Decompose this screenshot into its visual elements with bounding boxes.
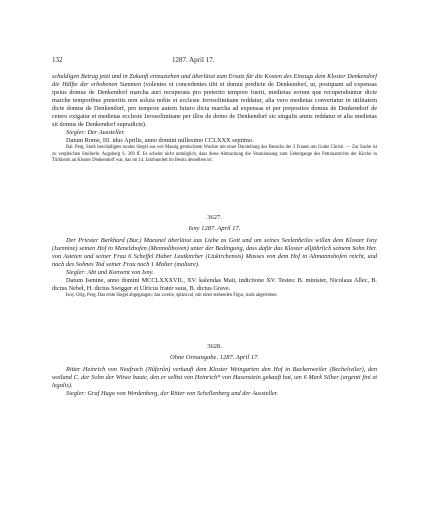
doc-3628-regest: Ritter Heinrich von Neufrach (Nûferûn) verkauft dem Kloster Weingarten den Hof in Backenweiler (Bechelwiler), den weiland C. der Sohn der Witwe baute, den er selbst von Heinrich* von Hasenstein gekauft hat, um 6 Mark Silber (argenti fini et legalis).: [52, 366, 377, 389]
document-3628: [52, 343, 377, 398]
doc-3628-number: 3628.: [207, 343, 222, 350]
continued-dating: Datum Rome, III. idus Aprilis, anno domini millesimo CCLXXX septimo.: [66, 137, 254, 144]
doc-3628-seal-line: Siegler: Graf Hugo von Werdenberg, der Ritter von Schellenberg und der Aussteller.: [66, 390, 279, 397]
doc-3628-place-date: Ohne Ortsangabe. 1287. April 17.: [170, 354, 259, 361]
running-title: 1287. April 17.: [172, 56, 215, 64]
continued-document: [52, 73, 377, 165]
doc-3627-note: Isny. Orig. Perg. Das erste Siegel abgegangen; das zweite, spitzoval, mit einer stehenden Figur, stark abgerieben.: [66, 293, 278, 298]
page-number: 132: [52, 56, 63, 64]
doc-3627-seal-line: Siegler: Abt und Konvent von Isny.: [66, 269, 154, 276]
doc-3627-place-date: Isny 1287. April 17.: [188, 225, 241, 232]
continued-seal-line: Siegler: Der Aussteller.: [66, 129, 125, 136]
document-3627: [52, 214, 377, 300]
continued-regest-latin: (volentes et concedentes tibi et domui predicte de Denkendorf, ut, postquam ad expensas ipsius domus de Denkendorf marcha auri recuperata pro preterito tempore fuerit, medietas eorum que recuperabuntur dicte marche temporibus preteritis non soluta nobis et ecclesie Jerosolimitane reddatur, alia vero medietas convertatur in utilitatem dicte domus de Denkendorf, pro tempore autem futuro dicta marcha ad expensas et per prepositos domus de Denkendorf de cetero exigatur et medietas ecclesie Jerosolimitane per illos de domo de Denkendorf sic singulis annis reddatur et alia medietas sit domus de Denkendorf supradicte).: [52, 81, 378, 128]
doc-3627-dating: Datum Isenine, anno domini MCCLXXXVII., XV. kalendas Maii, indictione XV. Testes: B. minister, Nicolaus Allec, B. dictus Nebel, H. dictus Swigger et Ulricus frater suus, B. dictus Grave.: [52, 277, 377, 292]
page-header: [52, 56, 377, 66]
doc-3627-number: 3627.: [207, 214, 222, 221]
continued-note: Bal. Perg. Stark beschädigtes rundes Siegel aus wei Massig gemischtem Wachse mit einer Darstellung des Besuchs der 3 Frauen am Grabe Christi. — Zur Sache ist zu vergleichen Stoiberle, Augsburg S. 369 ff. Es scheint nicht unmöglich, dass diese Abmachung die Veranlassung zum Uebergange des Patronatrechts der Kirche in Türkheim an Kloster Denkendorf war, das im 14. Jahrhundert im Besitz desselben ist.: [52, 145, 377, 163]
doc-3627-regest: Der Priester Burkhard (Bur.) Maeunel überlässt aus Liebe zu Gott und um seines Seelenheiles willen dem Kloster Isny (Isennine) seinen Hof in Menelzhofen (Mennolthoven) unter der Bedingung, dass dafür das Kloster alljährlich seinem Sohn Her. von Asteten und seiner Frau 6 Scheffel Haber Leutkircher (Liukirchensis) Masses von dem Hof in Altmannshofen reicht, und nach des Sohnes Tod seiner Frau noch 1 Malter (maltare).: [52, 237, 377, 268]
continued-regest-italic: schuldigen Betrag jetzt und in Zukunft einzuziehen und überlässt zum Ersatz für die Kosten des Einzugs dem Kloster Denkendorf die Hälfte der erhobenen Summen: [52, 73, 377, 88]
continued-regest-paragraph: [52, 73, 377, 129]
